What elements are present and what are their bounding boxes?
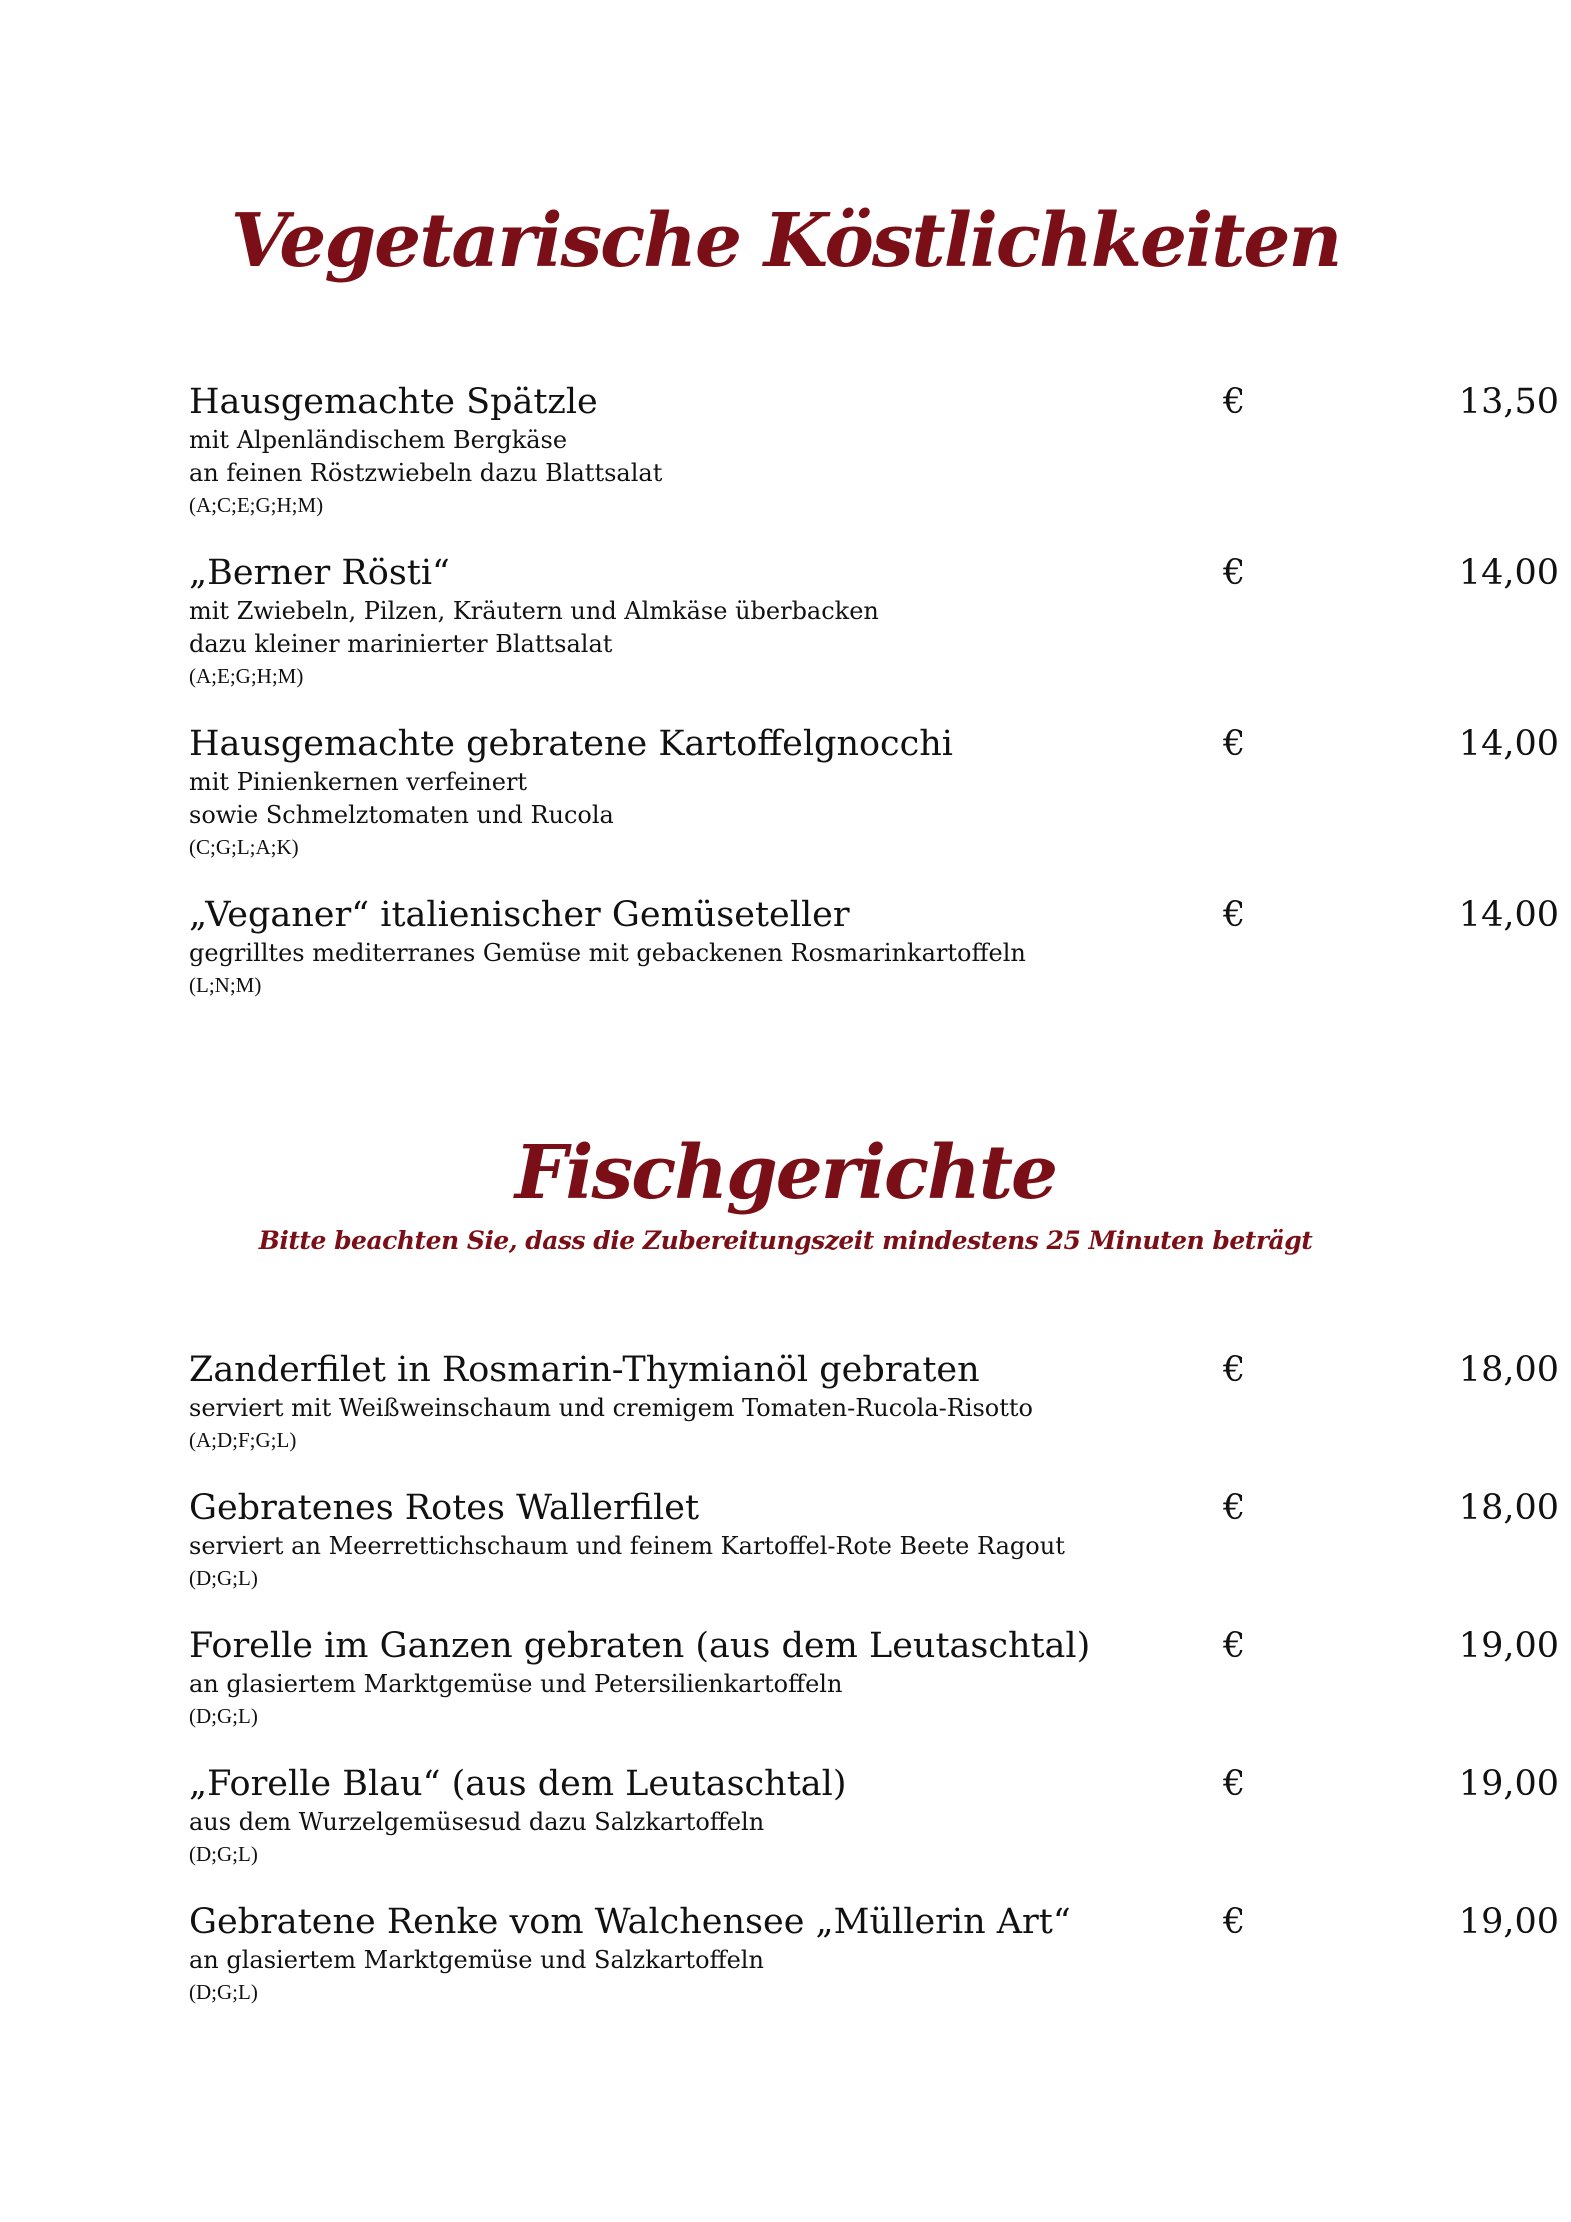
menu-item xyxy=(189,1348,1559,1455)
item-name: Forelle im Ganzen gebraten (aus dem Leutaschtal) xyxy=(189,1626,1091,1666)
item-allergens: (A;E;G;H;M) xyxy=(189,664,304,688)
item-description: an glasiertem Marktgemüse und Petersilienkartoffeln xyxy=(189,1670,843,1698)
menu-item xyxy=(189,1900,1559,2007)
item-allergens: (D;G;L) xyxy=(189,1980,258,2004)
currency-symbol: € xyxy=(1223,1626,1246,1666)
currency-symbol: € xyxy=(1223,895,1246,935)
price-amount: 19,00 xyxy=(1458,1764,1559,1804)
price-amount: 14,00 xyxy=(1458,895,1559,935)
item-description: serviert an Meerrettichschaum und feinem Kartoffel-Rote Beete Ragout xyxy=(189,1532,1065,1560)
item-name: Zanderfilet in Rosmarin-Thymianöl gebraten xyxy=(189,1350,980,1390)
item-name: „Forelle Blau“ (aus dem Leutaschtal) xyxy=(189,1764,847,1804)
currency-symbol: € xyxy=(1223,553,1246,593)
price-amount: 13,50 xyxy=(1458,382,1559,422)
currency-symbol: € xyxy=(1223,382,1246,422)
price-amount: 14,00 xyxy=(1458,724,1559,764)
item-name: Hausgemachte gebratene Kartoffelgnocchi xyxy=(189,724,954,764)
menu-item xyxy=(189,893,1559,1000)
item-name: Gebratene Renke vom Walchensee „Müllerin Art“ xyxy=(189,1902,1071,1942)
item-description: mit Alpenländischem Bergkäse xyxy=(189,426,568,454)
item-name: Gebratenes Rotes Wallerfilet xyxy=(189,1488,700,1528)
item-description: mit Zwiebeln, Pilzen, Kräutern und Almkäse überbacken xyxy=(189,597,879,625)
menu-item xyxy=(189,722,1559,862)
price-amount: 19,00 xyxy=(1458,1626,1559,1666)
menu-item xyxy=(189,380,1559,520)
price-amount: 18,00 xyxy=(1458,1350,1559,1390)
currency-symbol: € xyxy=(1223,1488,1246,1528)
price-amount: 14,00 xyxy=(1458,553,1559,593)
menu-item xyxy=(189,551,1559,691)
item-description: dazu kleiner marinierter Blattsalat xyxy=(189,630,613,658)
item-allergens: (L;N;M) xyxy=(189,973,262,997)
price-amount: 19,00 xyxy=(1458,1902,1559,1942)
currency-symbol: € xyxy=(1223,1764,1246,1804)
item-description: serviert mit Weißweinschaum und cremigem Tomaten-Rucola-Risotto xyxy=(189,1394,1033,1422)
item-allergens: (D;G;L) xyxy=(189,1842,258,1866)
item-description: aus dem Wurzelgemüsesud dazu Salzkartoffeln xyxy=(189,1808,765,1836)
preparation-time-note: Bitte beachten Sie, dass die Zubereitungszeit mindestens 25 Minuten beträgt xyxy=(258,1226,1313,1255)
item-description: sowie Schmelztomaten und Rucola xyxy=(189,801,614,829)
item-allergens: (D;G;L) xyxy=(189,1704,258,1728)
item-name: „Veganer“ italienischer Gemüseteller xyxy=(189,895,850,935)
item-name: Hausgemachte Spätzle xyxy=(189,382,598,422)
menu-item xyxy=(189,1624,1559,1731)
item-description: gegrilltes mediterranes Gemüse mit gebackenen Rosmarinkartoffeln xyxy=(189,939,1026,967)
item-description: an feinen Röstzwiebeln dazu Blattsalat xyxy=(189,459,663,487)
currency-symbol: € xyxy=(1223,724,1246,764)
item-allergens: (A;C;E;G;H;M) xyxy=(189,493,324,517)
currency-symbol: € xyxy=(1223,1902,1246,1942)
item-allergens: (A;D;F;G;L) xyxy=(189,1428,297,1452)
item-name: „Berner Rösti“ xyxy=(189,553,450,593)
item-description: mit Pinienkernen verfeinert xyxy=(189,768,528,796)
item-allergens: (C;G;L;A;K) xyxy=(189,835,299,859)
price-amount: 18,00 xyxy=(1458,1488,1559,1528)
section-title-fish: Fischgerichte xyxy=(514,1130,1057,1216)
currency-symbol: € xyxy=(1223,1350,1246,1390)
section-title-vegetarian: Vegetarische Köstlichkeiten xyxy=(230,198,1341,284)
menu-item xyxy=(189,1486,1559,1593)
item-allergens: (D;G;L) xyxy=(189,1566,258,1590)
menu-item xyxy=(189,1762,1559,1869)
item-description: an glasiertem Marktgemüse und Salzkartoffeln xyxy=(189,1946,764,1974)
